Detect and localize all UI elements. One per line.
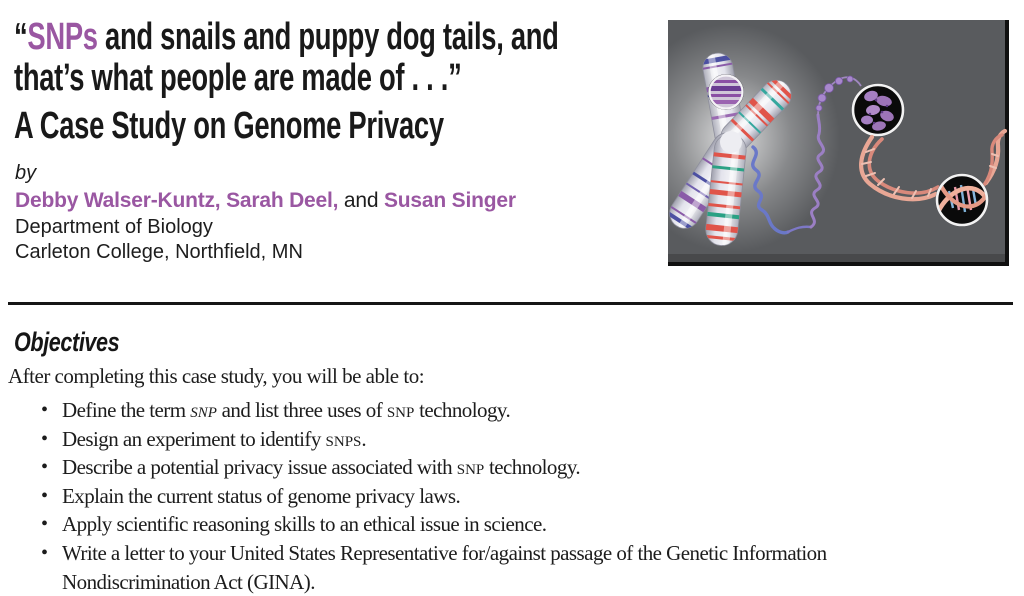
text-segment: and list three uses of [216, 398, 387, 422]
text-segment: Describe a potential privacy issue associated with [62, 455, 457, 480]
text-segment: Explain the current status of genome privacy laws. [62, 483, 461, 508]
text-segment: snp [386, 398, 415, 422]
objective-item [8, 482, 1018, 511]
title-line-1 [14, 17, 559, 58]
section-divider-rule [8, 302, 1013, 305]
objective-item [8, 453, 1018, 482]
dna-inset-circle [936, 174, 988, 226]
text-segment: Debby Walser-Kuntz, Sarah Deel, [15, 189, 339, 212]
objectives-heading: Objectives [14, 327, 120, 357]
text-segment: Susan Singer [384, 189, 516, 212]
text-segment: “ [14, 16, 28, 58]
chromatin-inset-circle [852, 84, 904, 136]
objective-item [8, 396, 1018, 425]
title-line-2: that’s what people are made of . . .” [14, 57, 462, 99]
text-segment: Apply scientific reasoning skills to an ethical issue in science. [62, 512, 547, 537]
band-magnifier-circle [709, 75, 744, 110]
text-segment: and snails and puppy dog tails, and [97, 16, 559, 58]
title-line-3: A Case Study on Genome Privacy [14, 105, 444, 147]
objective-item [8, 539, 1018, 568]
chromosome-dna-illustration [668, 20, 1005, 262]
objectives-list [8, 396, 1018, 596]
objective-item [8, 568, 1018, 596]
text-segment: snp [456, 455, 485, 480]
chromosome-dna-svg [668, 20, 1005, 262]
text-segment: and [338, 189, 384, 212]
text-segment: . [361, 426, 367, 451]
text-segment: Define the term [62, 398, 191, 422]
text-segment: SNPs [27, 16, 98, 58]
institution-line: Carleton College, Northfield, MN [15, 241, 303, 263]
text-segment: Write a letter to your United States Representative for/against passage of the Genetic Information [62, 540, 827, 565]
text-segment: Design an experiment to identify [62, 426, 326, 451]
byline-label: by [15, 162, 37, 184]
department-line: Department of Biology [15, 216, 213, 238]
byline-block [15, 159, 516, 265]
text-segment: snps [325, 426, 362, 451]
text-segment: technology. [484, 455, 581, 480]
text-segment: Nondiscrimination Act (GINA). [62, 569, 315, 594]
objective-item [8, 425, 1018, 454]
text-segment: snp [190, 398, 217, 422]
objective-item [8, 510, 1018, 539]
authors-line [15, 187, 516, 215]
objectives-intro: After completing this case study, you will be able to: [8, 364, 425, 388]
text-segment: technology. [414, 398, 511, 422]
